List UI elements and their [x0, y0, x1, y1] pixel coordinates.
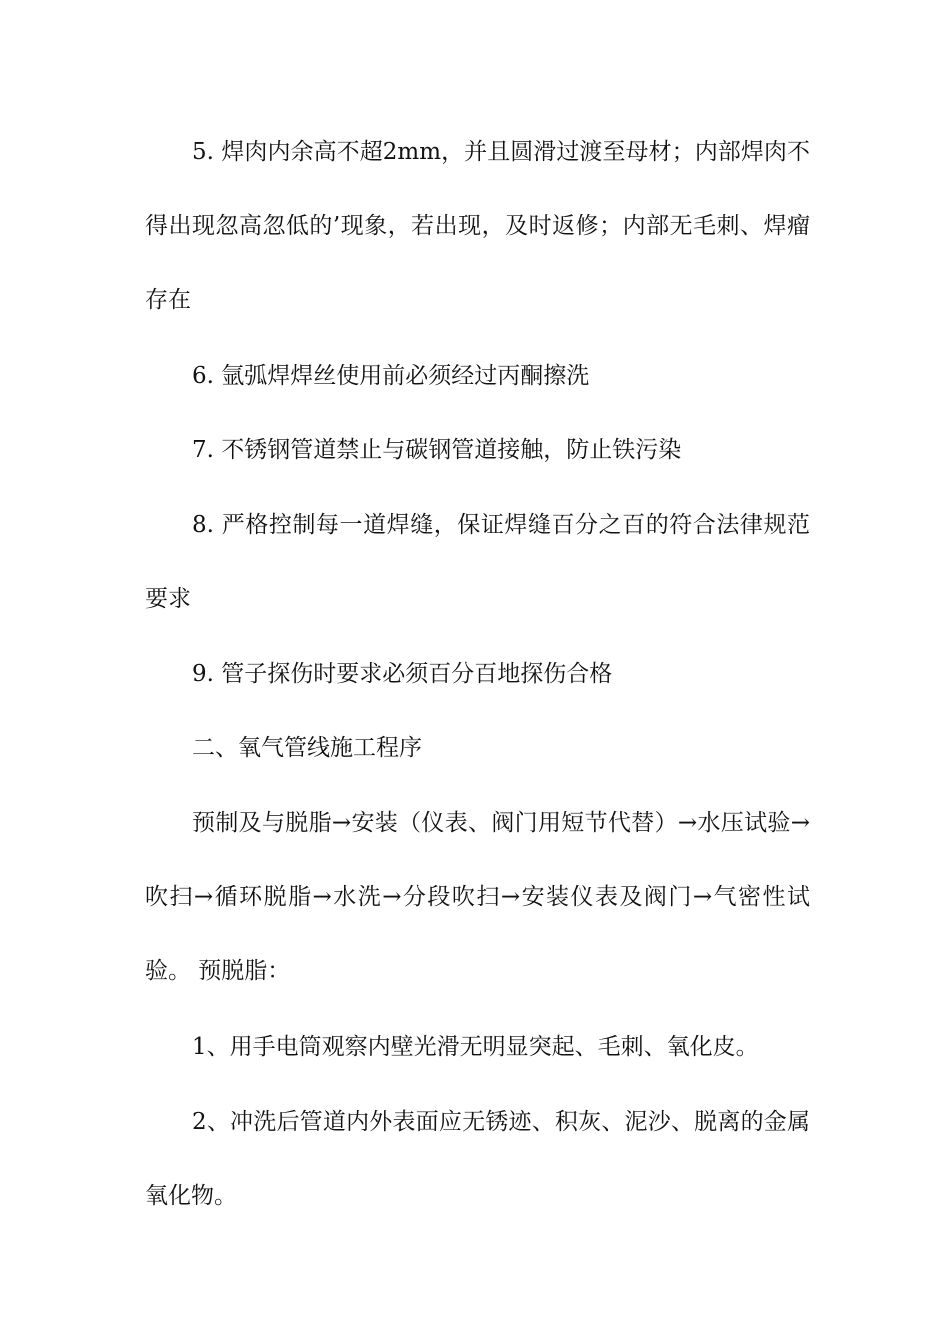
- paragraph-inspection-step-2: 2、冲洗后管道内外表面应无锈迹、积灰、泥沙、脱离的金属氧化物。: [145, 1109, 810, 1209]
- paragraph-weld-reinforcement: 5. 焊肉内余高不超2mm，并且圆滑过渡至母材；内部焊肉不得出现忽高忽低的’现象，若出现，及时返修；内部无毛刺、焊瘤存在: [145, 139, 810, 313]
- paragraph-stainless-contact: 7. 不锈钢管道禁止与碳钢管道接触，防止铁污染: [192, 437, 682, 463]
- paragraph-flaw-detection: 9. 管子探伤时要求必须百分百地探伤合格: [192, 661, 613, 687]
- paragraph-inspection-step-1: 1、用手电筒观察内壁光滑无明显突起、毛刺、氧化皮。: [192, 1034, 759, 1060]
- paragraph-argon-wire-cleaning: 6. 氩弧焊焊丝使用前必须经过丙酮擦洗: [192, 363, 590, 389]
- paragraph-weld-control: 8. 严格控制每一道焊缝，保证焊缝百分之百的符合法律规范要求: [145, 512, 810, 612]
- section-heading-oxygen-pipeline: 二、氧气管线施工程序: [192, 735, 422, 761]
- paragraph-construction-sequence: 预制及与脱脂→安装（仪表、阀门用短节代替）→水压试验→吹扫→循环脱脂→水洗→分段吹扫→安装仪表及阀门→气密性试验。 预脱脂：: [145, 810, 810, 984]
